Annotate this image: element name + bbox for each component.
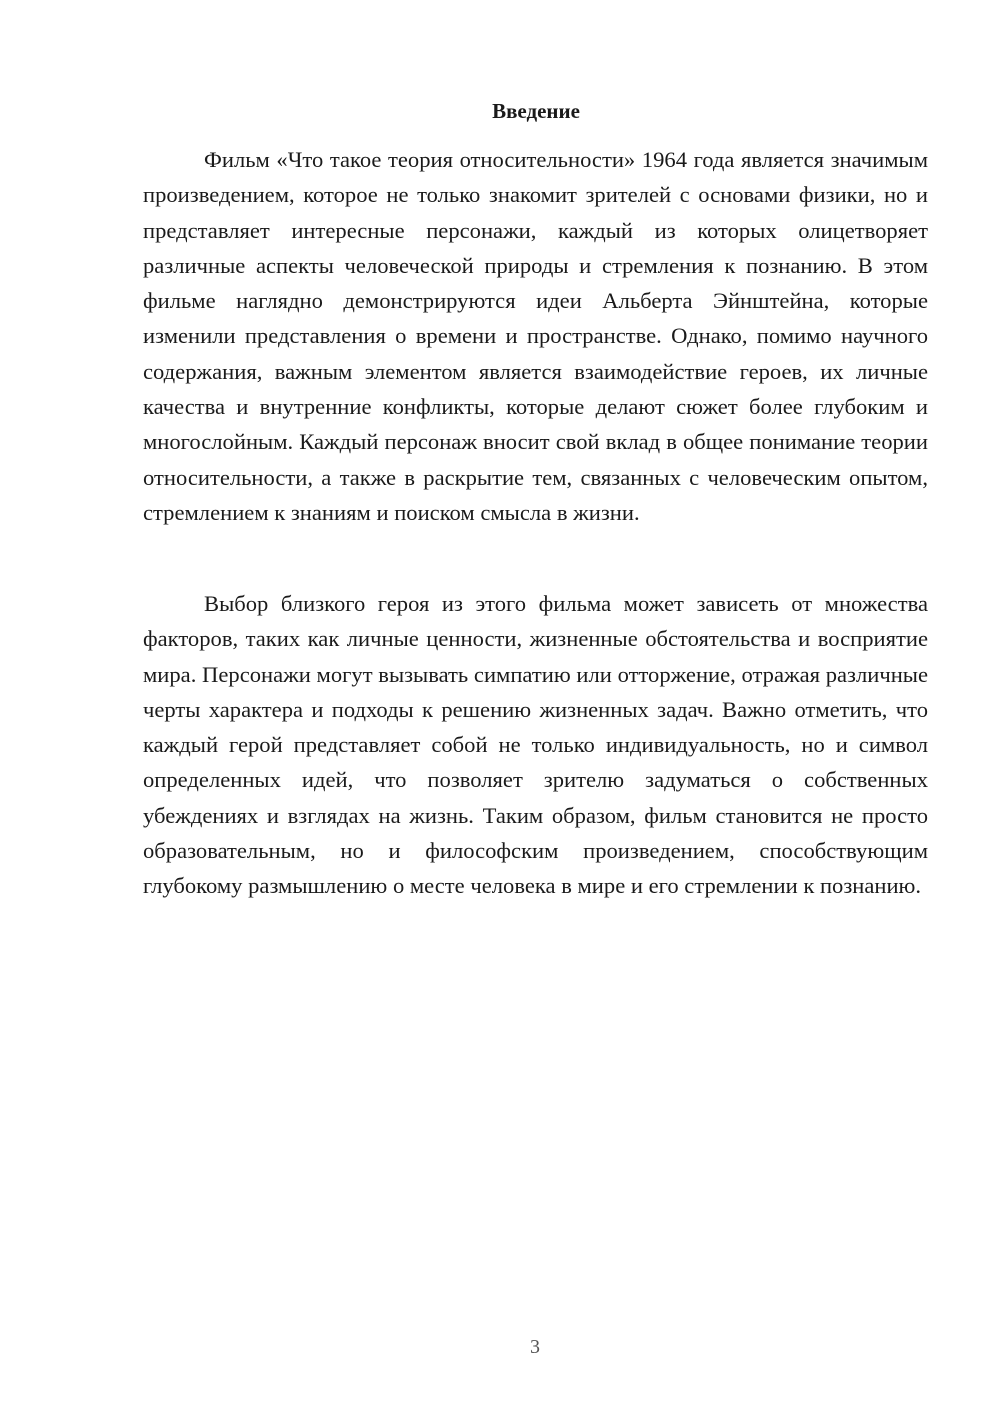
section-heading: Введение <box>492 99 580 123</box>
paragraph-1: Фильм «Что такое теория относительности» 1964 года является значимым произведением, которое не только знакомит зрителей с основами физики, но и представляет интересные персонажи, каждый из которых олицетворяет различные аспекты человеческой природы и стремления к познанию. В этом фильме наглядно демонстрируются идеи Альберта Эйнштейна, которые изменили представления о времени и пространстве. Однако, помимо научного содержания, важным элементом является взаимодействие героев, их личные качества и внутренние конфликты, которые делают сюжет более глубоким и многослойным. Каждый персонаж вносит свой вклад в общее понимание теории относительности, а также в раскрытие тем, связанных с человеческим опытом, стремлением к знаниям и поиском смысла в жизни. <box>143 147 928 525</box>
page-number: 3 <box>530 1336 540 1358</box>
paragraph-2: Выбор близкого героя из этого фильма может зависеть от множества факторов, таких как личные ценности, жизненные обстоятельства и восприятие мира. Персонажи могут вызывать симпатию или отторжение, отражая различные черты характера и подходы к решению жизненных задач. Важно отметить, что каждый герой представляет собой не только индивидуальность, но и символ определенных идей, что позволяет зрителю задуматься о собственных убеждениях и взглядах на жизнь. Таким образом, фильм становится не просто образовательным, но и философским произведением, способствующим глубокому размышлению о месте человека в мире и его стремлении к познанию. <box>143 591 928 899</box>
